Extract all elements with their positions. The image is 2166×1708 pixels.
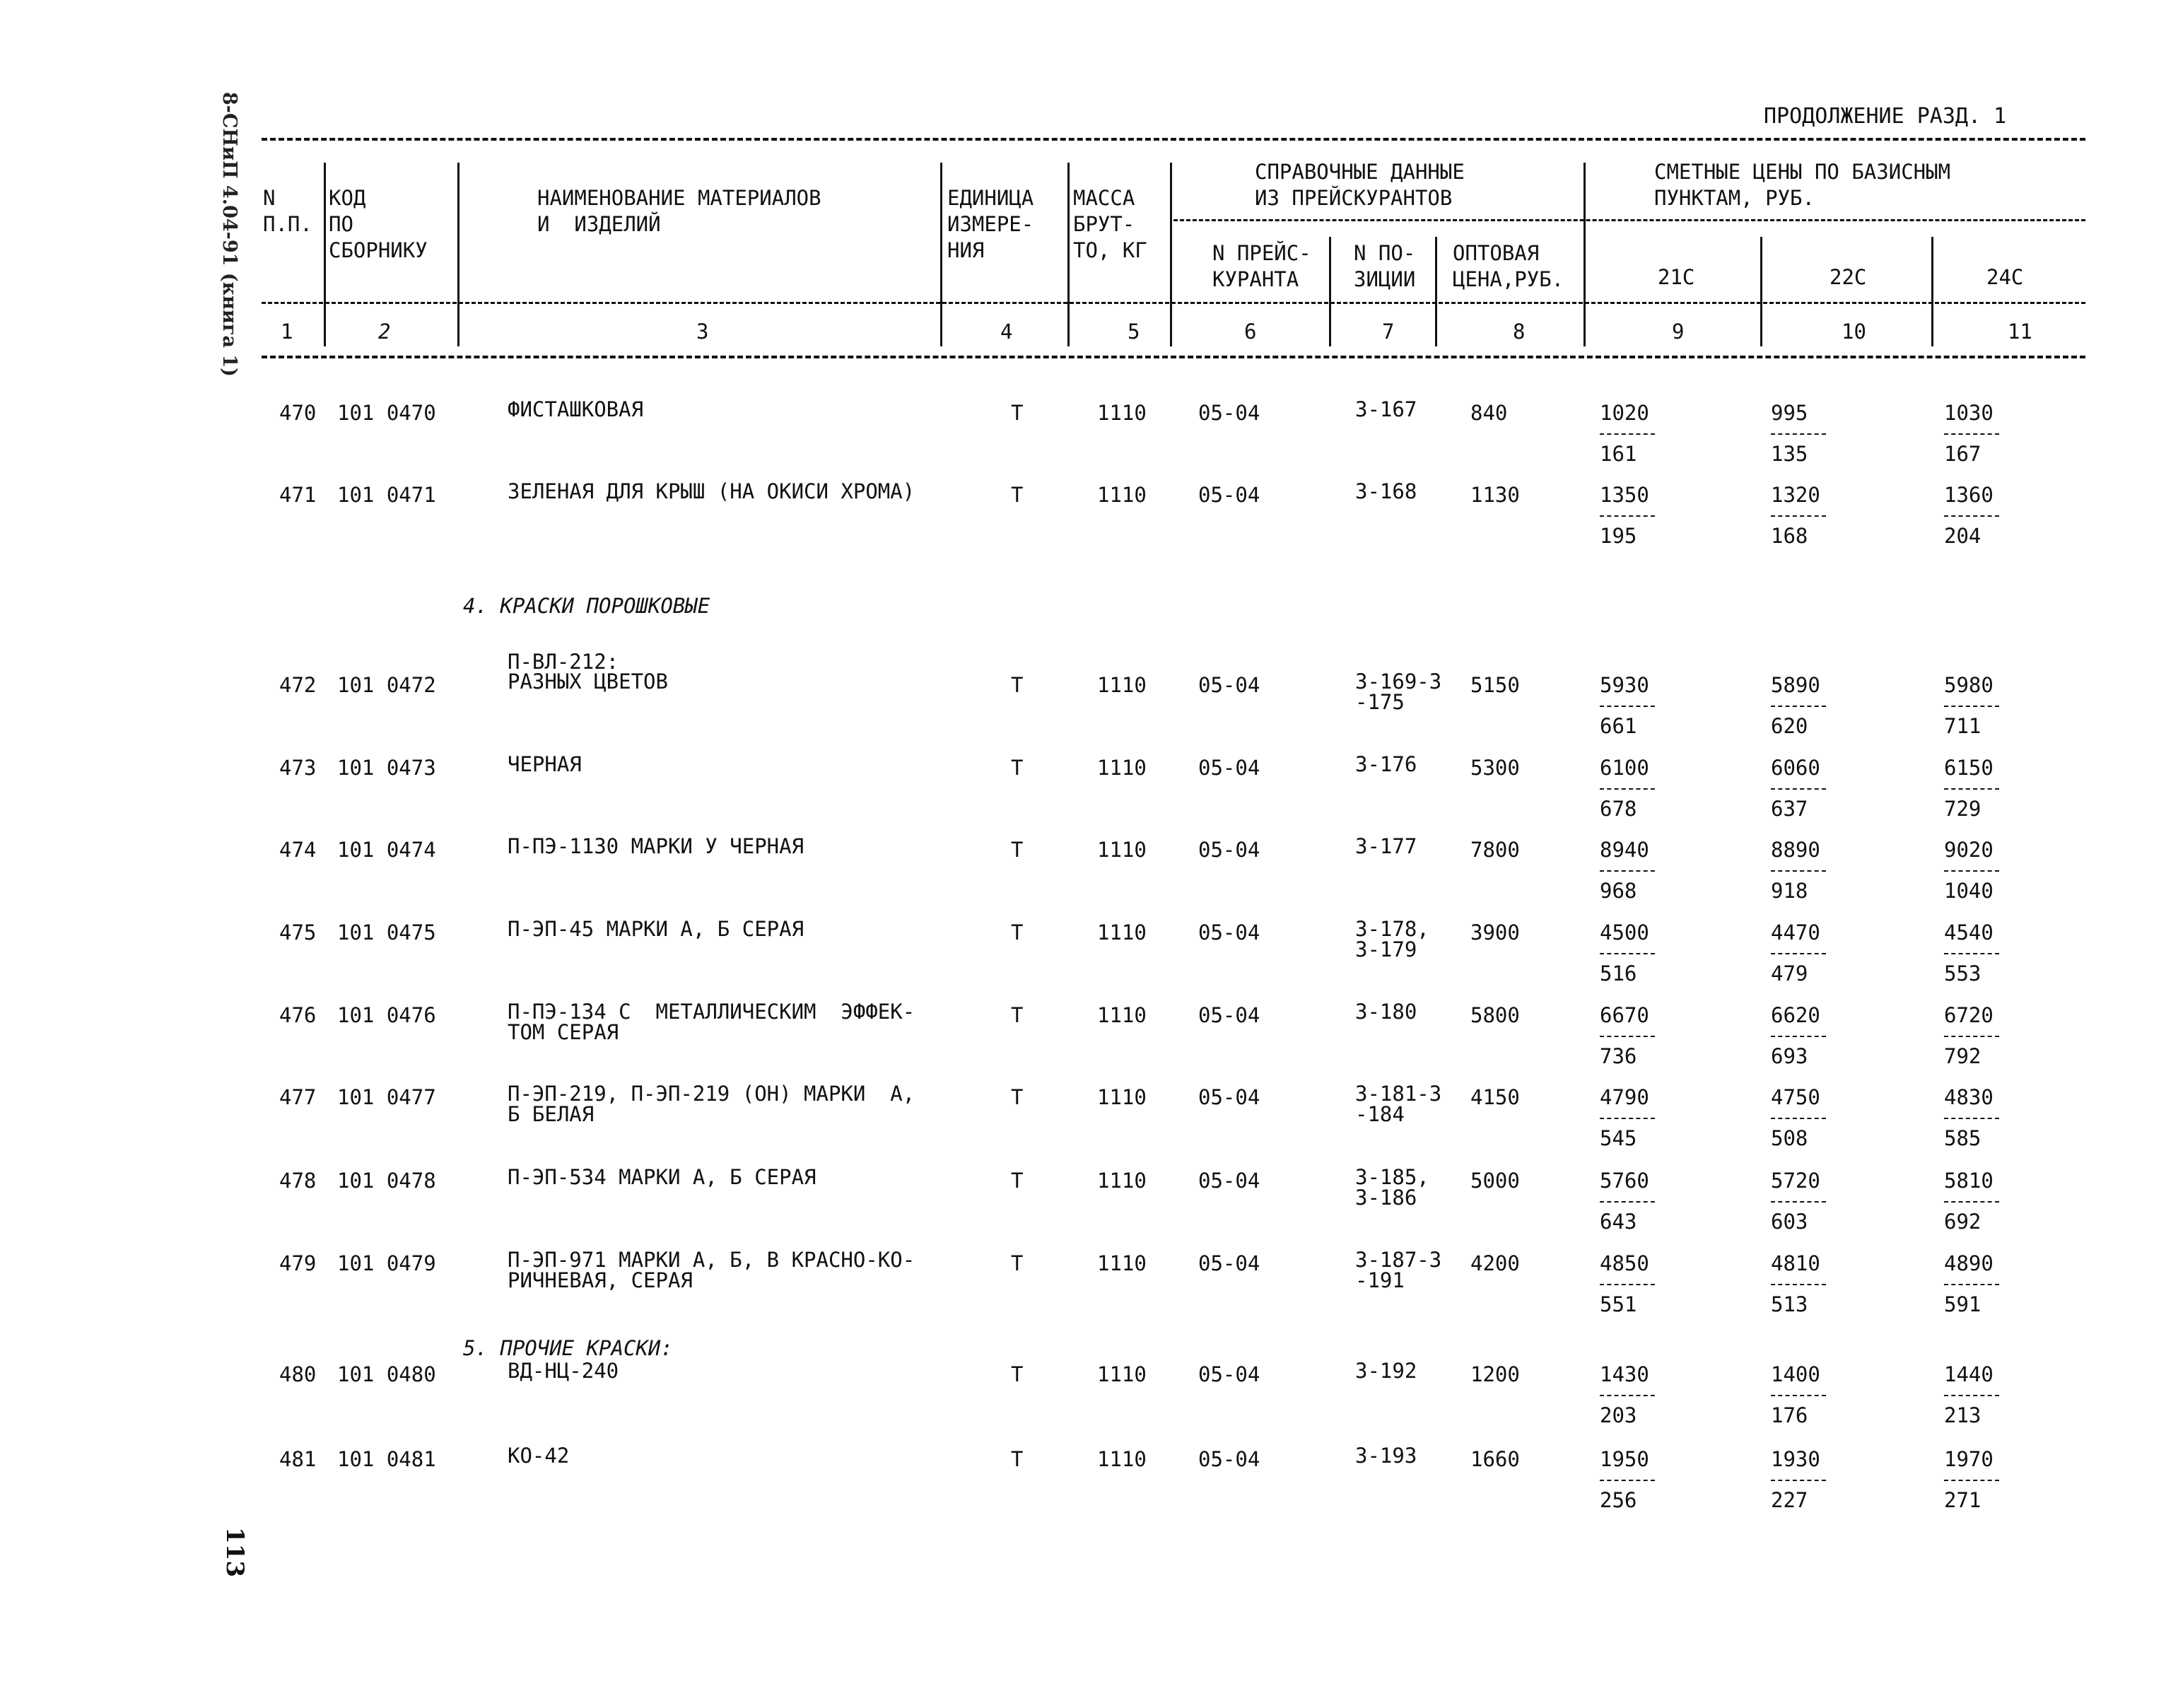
fraction-bar bbox=[1944, 1395, 1999, 1396]
colnum-4: 4 bbox=[1000, 320, 1013, 344]
fraction-bar bbox=[1771, 1284, 1826, 1285]
colnum-8: 8 bbox=[1513, 320, 1526, 344]
cell-price-24 bbox=[1944, 403, 2008, 464]
cell-price-22 bbox=[1771, 1087, 1834, 1149]
sep-6 bbox=[1329, 237, 1331, 346]
cell-price-21 bbox=[1600, 485, 1663, 546]
cell-mass: 1110 bbox=[1097, 1003, 1147, 1027]
cell-name: ЧЕРНАЯ bbox=[508, 752, 582, 776]
cell-num: 481 bbox=[279, 1447, 317, 1471]
price-total: 5890 bbox=[1771, 673, 1820, 697]
price-transport: 204 bbox=[1944, 524, 1981, 548]
cell-unit: Т bbox=[1011, 1169, 1024, 1193]
fraction-bar bbox=[1771, 953, 1826, 954]
cell-price-list: 05-04 bbox=[1198, 1362, 1260, 1386]
price-transport: 551 bbox=[1600, 1292, 1637, 1316]
cell-wholesale: 5000 bbox=[1470, 1169, 1520, 1193]
cell-mass: 1110 bbox=[1097, 838, 1147, 862]
hdr-col3: НАИМЕНОВАНИЕ МАТЕРИАЛОВ И ИЗДЕЛИЙ bbox=[537, 186, 821, 236]
fraction-bar bbox=[1771, 1395, 1826, 1396]
fraction-bar bbox=[1944, 870, 1999, 872]
cell-price-21 bbox=[1600, 920, 1663, 985]
cell-price-24 bbox=[1944, 1253, 2008, 1315]
cell-wholesale: 840 bbox=[1470, 401, 1508, 425]
cell-name: КО-42 bbox=[508, 1444, 570, 1468]
cell-num: 470 bbox=[279, 401, 317, 425]
colnum-11: 11 bbox=[2008, 320, 2032, 344]
price-transport: 203 bbox=[1600, 1403, 1637, 1427]
cell-position: 3-187-3 -191 bbox=[1355, 1248, 1442, 1292]
cell-mass: 1110 bbox=[1097, 483, 1147, 507]
price-total: 1030 bbox=[1944, 401, 1994, 425]
cell-mass: 1110 bbox=[1097, 401, 1147, 425]
price-total: 1400 bbox=[1771, 1362, 1820, 1386]
cell-num: 471 bbox=[279, 483, 317, 507]
cell-name: РАЗНЫХ ЦВЕТОВ bbox=[508, 669, 668, 694]
cell-unit: Т bbox=[1011, 483, 1024, 507]
section-5-title: 5. ПРОЧИЕ КРАСКИ: bbox=[463, 1336, 673, 1360]
fraction-bar bbox=[1600, 1036, 1655, 1037]
cell-code: 101 0470 bbox=[337, 401, 436, 425]
hdr-group-prices: СМЕТНЫЕ ЦЕНЫ ПО БАЗИСНЫМ ПУНКТАМ, РУБ. bbox=[1654, 160, 1951, 210]
price-transport: 176 bbox=[1771, 1403, 1808, 1427]
price-total: 4810 bbox=[1771, 1251, 1820, 1275]
price-transport: 195 bbox=[1600, 524, 1637, 548]
cell-num: 476 bbox=[279, 1003, 317, 1027]
cell-price-21 bbox=[1600, 1364, 1663, 1426]
cell-position: 3-169-3 -175 bbox=[1355, 669, 1442, 714]
fraction-bar bbox=[1600, 1201, 1655, 1203]
cell-wholesale: 1660 bbox=[1470, 1447, 1520, 1471]
hdr-col7: N ПО- ЗИЦИИ bbox=[1354, 241, 1416, 291]
cell-mass: 1110 bbox=[1097, 1251, 1147, 1275]
price-transport: 736 bbox=[1600, 1044, 1637, 1068]
fraction-bar bbox=[1771, 788, 1826, 790]
price-transport: 516 bbox=[1600, 961, 1637, 985]
price-transport: 711 bbox=[1944, 714, 1981, 738]
fraction-bar bbox=[1771, 706, 1826, 707]
fraction-bar bbox=[1600, 788, 1655, 790]
cell-wholesale: 5300 bbox=[1470, 756, 1520, 780]
cell-price-list: 05-04 bbox=[1198, 401, 1260, 425]
cell-price-list: 05-04 bbox=[1198, 920, 1260, 944]
cell-price-22 bbox=[1771, 840, 1834, 901]
fraction-bar bbox=[1600, 515, 1655, 517]
cell-position: 3-192 bbox=[1355, 1359, 1417, 1383]
cell-wholesale: 5800 bbox=[1470, 1003, 1520, 1027]
cell-num: 474 bbox=[279, 838, 317, 862]
price-transport: 1040 bbox=[1944, 879, 1994, 903]
cell-price-21 bbox=[1600, 675, 1663, 737]
cell-mass: 1110 bbox=[1097, 756, 1147, 780]
price-total: 1950 bbox=[1600, 1447, 1649, 1471]
cell-price-24 bbox=[1944, 1364, 2008, 1426]
cell-price-list: 05-04 bbox=[1198, 1003, 1260, 1027]
hdr-col1: N П.П. bbox=[263, 186, 312, 236]
fraction-bar bbox=[1600, 706, 1655, 707]
price-total: 1020 bbox=[1600, 401, 1649, 425]
colnum-7: 7 bbox=[1382, 320, 1395, 344]
sep-8 bbox=[1583, 163, 1586, 346]
cell-price-list: 05-04 bbox=[1198, 756, 1260, 780]
cell-unit: Т bbox=[1011, 1085, 1024, 1109]
cell-position: 3-180 bbox=[1355, 1000, 1417, 1024]
cell-unit: Т bbox=[1011, 1003, 1024, 1027]
cell-num: 479 bbox=[279, 1251, 317, 1275]
price-transport: 792 bbox=[1944, 1044, 1981, 1068]
fraction-bar bbox=[1771, 1118, 1826, 1119]
price-total: 5980 bbox=[1944, 673, 1994, 697]
cell-price-24 bbox=[1944, 485, 2008, 546]
colnum-1: 1 bbox=[281, 320, 293, 344]
price-transport: 161 bbox=[1600, 442, 1637, 466]
price-total: 1430 bbox=[1600, 1362, 1649, 1386]
price-total: 6100 bbox=[1600, 756, 1649, 780]
cell-price-22 bbox=[1771, 1005, 1834, 1067]
cell-price-22 bbox=[1771, 920, 1834, 985]
cell-code: 101 0473 bbox=[337, 756, 436, 780]
colnum-5: 5 bbox=[1128, 320, 1140, 344]
cell-price-24 bbox=[1944, 1087, 2008, 1149]
cell-unit: Т bbox=[1011, 1447, 1024, 1471]
cell-price-24 bbox=[1944, 1449, 2008, 1511]
page-number: 113 bbox=[221, 1527, 249, 1577]
hdr-col9: 21С bbox=[1658, 265, 1695, 289]
price-total: 4540 bbox=[1944, 920, 1994, 944]
header-top-rule bbox=[262, 138, 2085, 141]
cell-mass: 1110 bbox=[1097, 920, 1147, 944]
fraction-bar bbox=[1944, 515, 1999, 517]
hdr-col4: ЕДИНИЦА ИЗМЕРЕ- НИЯ bbox=[947, 186, 1034, 262]
cell-name: ФИСТАШКОВАЯ bbox=[508, 397, 644, 421]
cell-position: 3-178, 3-179 bbox=[1355, 917, 1429, 961]
cell-price-list: 05-04 bbox=[1198, 483, 1260, 507]
fraction-bar bbox=[1771, 515, 1826, 517]
price-total: 995 bbox=[1771, 401, 1808, 425]
price-transport: 585 bbox=[1944, 1126, 1981, 1150]
price-total: 6620 bbox=[1771, 1003, 1820, 1027]
cell-code: 101 0475 bbox=[337, 920, 436, 944]
price-total: 4750 bbox=[1771, 1085, 1820, 1109]
cell-price-21 bbox=[1600, 758, 1663, 819]
continuation-label: ПРОДОЛЖЕНИЕ РАЗД. 1 bbox=[1764, 104, 2007, 129]
price-total: 1360 bbox=[1944, 483, 1994, 507]
price-transport: 271 bbox=[1944, 1488, 1981, 1512]
cell-price-22 bbox=[1771, 1449, 1834, 1511]
price-transport: 729 bbox=[1944, 797, 1981, 821]
cell-price-21 bbox=[1600, 1253, 1663, 1315]
price-total: 5930 bbox=[1600, 673, 1649, 697]
price-total: 5760 bbox=[1600, 1169, 1649, 1193]
cell-name: ВД-НЦ-240 bbox=[508, 1359, 619, 1383]
cell-wholesale: 4200 bbox=[1470, 1251, 1520, 1275]
fraction-bar bbox=[1771, 1036, 1826, 1037]
cell-mass: 1110 bbox=[1097, 1085, 1147, 1109]
fraction-bar bbox=[1944, 1201, 1999, 1203]
colnum-6: 6 bbox=[1244, 320, 1257, 344]
price-total: 6720 bbox=[1944, 1003, 1994, 1027]
price-transport: 918 bbox=[1771, 879, 1808, 903]
cell-position: 3-181-3 -184 bbox=[1355, 1082, 1442, 1126]
cell-price-22 bbox=[1771, 1253, 1834, 1315]
hdr-col6: N ПРЕЙС- КУРАНТА bbox=[1212, 241, 1311, 291]
fraction-bar bbox=[1944, 788, 1999, 790]
header-mid-rule bbox=[1173, 219, 2085, 221]
cell-code: 101 0477 bbox=[337, 1085, 436, 1109]
cell-num: 473 bbox=[279, 756, 317, 780]
sep-2 bbox=[457, 163, 459, 346]
cell-unit: Т bbox=[1011, 673, 1024, 697]
cell-price-24 bbox=[1944, 675, 2008, 737]
price-transport: 168 bbox=[1771, 524, 1808, 548]
price-total: 4890 bbox=[1944, 1251, 1994, 1275]
price-transport: 661 bbox=[1600, 714, 1637, 738]
fraction-bar bbox=[1944, 1480, 1999, 1481]
price-transport: 213 bbox=[1944, 1403, 1981, 1427]
fraction-bar bbox=[1771, 1480, 1826, 1481]
cell-code: 101 0471 bbox=[337, 483, 436, 507]
cell-unit: Т bbox=[1011, 756, 1024, 780]
cell-price-21 bbox=[1600, 840, 1663, 901]
cell-price-list: 05-04 bbox=[1198, 838, 1260, 862]
colnum-2: 2 bbox=[378, 320, 391, 344]
section-4-title: 4. КРАСКИ ПОРОШКОВЫЕ bbox=[463, 594, 710, 618]
price-transport: 545 bbox=[1600, 1126, 1637, 1150]
cell-wholesale: 1130 bbox=[1470, 483, 1520, 507]
cell-price-21 bbox=[1600, 1171, 1663, 1232]
price-transport: 693 bbox=[1771, 1044, 1808, 1068]
fraction-bar bbox=[1600, 1118, 1655, 1119]
price-total: 1970 bbox=[1944, 1447, 1994, 1471]
cell-num: 478 bbox=[279, 1169, 317, 1193]
cell-num: 477 bbox=[279, 1085, 317, 1109]
cell-name: П-ПЭ-134 С МЕТАЛЛИЧЕСКИМ ЭФФЕК- ТОМ СЕРАЯ bbox=[508, 1000, 915, 1044]
cell-wholesale: 7800 bbox=[1470, 838, 1520, 862]
cell-code: 101 0479 bbox=[337, 1251, 436, 1275]
cell-position: 3-177 bbox=[1355, 834, 1417, 858]
price-total: 1320 bbox=[1771, 483, 1820, 507]
price-transport: 591 bbox=[1944, 1292, 1981, 1316]
table-body-rule bbox=[262, 356, 2085, 358]
cell-price-24 bbox=[1944, 758, 2008, 819]
cell-mass: 1110 bbox=[1097, 1169, 1147, 1193]
cell-position: 3-168 bbox=[1355, 479, 1417, 503]
cell-code: 101 0476 bbox=[337, 1003, 436, 1027]
price-transport: 643 bbox=[1600, 1210, 1637, 1234]
cell-price-21 bbox=[1600, 1449, 1663, 1511]
cell-price-21 bbox=[1600, 1087, 1663, 1149]
cell-name: П-ЭП-971 МАРКИ А, Б, В КРАСНО-КО- РИЧНЕВАЯ, СЕРАЯ bbox=[508, 1248, 915, 1292]
fraction-bar bbox=[1600, 1395, 1655, 1396]
fraction-bar bbox=[1771, 1201, 1826, 1203]
price-total: 8890 bbox=[1771, 838, 1820, 862]
price-transport: 553 bbox=[1944, 961, 1981, 985]
price-transport: 620 bbox=[1771, 714, 1808, 738]
sep-4 bbox=[1067, 163, 1070, 346]
cell-code: 101 0480 bbox=[337, 1362, 436, 1386]
fraction-bar bbox=[1944, 1036, 1999, 1037]
fraction-bar bbox=[1771, 433, 1826, 435]
fraction-bar bbox=[1600, 1284, 1655, 1285]
price-transport: 637 bbox=[1771, 797, 1808, 821]
cell-name: П-ЭП-219, П-ЭП-219 (ОН) МАРКИ А, Б БЕЛАЯ bbox=[508, 1082, 915, 1126]
colnum-10: 10 bbox=[1842, 320, 1866, 344]
cell-wholesale: 5150 bbox=[1470, 673, 1520, 697]
cell-price-list: 05-04 bbox=[1198, 1447, 1260, 1471]
cell-price-21 bbox=[1600, 403, 1663, 464]
cell-price-24 bbox=[1944, 920, 2008, 985]
fraction-bar bbox=[1771, 870, 1826, 872]
cell-price-22 bbox=[1771, 758, 1834, 819]
price-total: 9020 bbox=[1944, 838, 1994, 862]
cell-unit: Т bbox=[1011, 1362, 1024, 1386]
colnum-3: 3 bbox=[696, 320, 709, 344]
price-total: 6060 bbox=[1771, 756, 1820, 780]
fraction-bar bbox=[1600, 1480, 1655, 1481]
fraction-bar bbox=[1944, 953, 1999, 954]
fraction-bar bbox=[1944, 433, 1999, 435]
sep-3 bbox=[940, 163, 942, 346]
price-total: 6150 bbox=[1944, 756, 1994, 780]
cell-num: 475 bbox=[279, 920, 317, 944]
cell-code: 101 0481 bbox=[337, 1447, 436, 1471]
price-total: 6670 bbox=[1600, 1003, 1649, 1027]
cell-unit: Т bbox=[1011, 838, 1024, 862]
cell-num: 472 bbox=[279, 673, 317, 697]
colnum-9: 9 bbox=[1672, 320, 1685, 344]
cell-price-24 bbox=[1944, 1171, 2008, 1232]
cell-name: П-ЭП-45 МАРКИ А, Б СЕРАЯ bbox=[508, 917, 804, 941]
cell-wholesale: 4150 bbox=[1470, 1085, 1520, 1109]
cell-price-22 bbox=[1771, 1171, 1834, 1232]
price-total: 4790 bbox=[1600, 1085, 1649, 1109]
sep-1 bbox=[324, 163, 326, 346]
cell-price-21 bbox=[1600, 1005, 1663, 1067]
fraction-bar bbox=[1944, 706, 1999, 707]
price-total: 8940 bbox=[1600, 838, 1649, 862]
cell-price-22 bbox=[1771, 485, 1834, 546]
cell-price-list: 05-04 bbox=[1198, 1251, 1260, 1275]
cell-mass: 1110 bbox=[1097, 673, 1147, 697]
cell-price-list: 05-04 bbox=[1198, 1169, 1260, 1193]
fraction-bar bbox=[1600, 953, 1655, 954]
header-bottom-rule bbox=[262, 302, 2085, 304]
cell-unit: Т bbox=[1011, 401, 1024, 425]
price-transport: 508 bbox=[1771, 1126, 1808, 1150]
hdr-col8: ОПТОВАЯ ЦЕНА,РУБ. bbox=[1453, 241, 1564, 291]
price-transport: 968 bbox=[1600, 879, 1637, 903]
hdr-col11: 24С bbox=[1986, 265, 2024, 289]
cell-code: 101 0474 bbox=[337, 838, 436, 862]
fraction-bar bbox=[1600, 433, 1655, 435]
cell-position: 3-193 bbox=[1355, 1444, 1417, 1468]
price-transport: 603 bbox=[1771, 1210, 1808, 1234]
price-transport: 227 bbox=[1771, 1488, 1808, 1512]
price-total: 4500 bbox=[1600, 920, 1649, 944]
cell-code: 101 0472 bbox=[337, 673, 436, 697]
section-4-subtitle: П-ВЛ-212: bbox=[508, 650, 619, 674]
cell-position: 3-185, 3-186 bbox=[1355, 1165, 1429, 1210]
price-total: 4830 bbox=[1944, 1085, 1994, 1109]
cell-mass: 1110 bbox=[1097, 1447, 1147, 1471]
document-code-label: 8-СНиП 4.04-91 (книга 1) bbox=[218, 92, 240, 377]
cell-price-list: 05-04 bbox=[1198, 1085, 1260, 1109]
cell-unit: Т bbox=[1011, 920, 1024, 944]
hdr-group-ref: СПРАВОЧНЫЕ ДАННЫЕ ИЗ ПРЕЙСКУРАНТОВ bbox=[1255, 160, 1465, 210]
cell-wholesale: 3900 bbox=[1470, 920, 1520, 944]
cell-price-24 bbox=[1944, 840, 2008, 901]
cell-price-22 bbox=[1771, 1364, 1834, 1426]
price-total: 5810 bbox=[1944, 1169, 1994, 1193]
price-total: 4470 bbox=[1771, 920, 1820, 944]
hdr-col2: КОД ПО СБОРНИКУ bbox=[329, 186, 428, 262]
cell-unit: Т bbox=[1011, 1251, 1024, 1275]
fraction-bar bbox=[1600, 870, 1655, 872]
cell-position: 3-176 bbox=[1355, 752, 1417, 776]
hdr-col10: 22С bbox=[1830, 265, 1867, 289]
fraction-bar bbox=[1944, 1284, 1999, 1285]
cell-price-list: 05-04 bbox=[1198, 673, 1260, 697]
price-total: 1440 bbox=[1944, 1362, 1994, 1386]
cell-price-24 bbox=[1944, 1005, 2008, 1067]
cell-price-22 bbox=[1771, 403, 1834, 464]
cell-name: П-ПЭ-1130 МАРКИ У ЧЕРНАЯ bbox=[508, 834, 804, 858]
sep-5 bbox=[1170, 163, 1172, 346]
sep-9 bbox=[1760, 237, 1762, 346]
cell-code: 101 0478 bbox=[337, 1169, 436, 1193]
price-transport: 167 bbox=[1944, 442, 1981, 466]
sep-10 bbox=[1931, 237, 1933, 346]
price-total: 5720 bbox=[1771, 1169, 1820, 1193]
cell-mass: 1110 bbox=[1097, 1362, 1147, 1386]
price-transport: 479 bbox=[1771, 961, 1808, 985]
price-transport: 135 bbox=[1771, 442, 1808, 466]
price-transport: 256 bbox=[1600, 1488, 1637, 1512]
price-transport: 692 bbox=[1944, 1210, 1981, 1234]
cell-num: 480 bbox=[279, 1362, 317, 1386]
sep-7 bbox=[1435, 237, 1437, 346]
price-total: 4850 bbox=[1600, 1251, 1649, 1275]
cell-wholesale: 1200 bbox=[1470, 1362, 1520, 1386]
hdr-col5: МАССА БРУТ- ТО, КГ bbox=[1073, 186, 1147, 262]
cell-position: 3-167 bbox=[1355, 397, 1417, 421]
price-total: 1350 bbox=[1600, 483, 1649, 507]
cell-name: П-ЭП-534 МАРКИ А, Б СЕРАЯ bbox=[508, 1165, 816, 1189]
price-total: 1930 bbox=[1771, 1447, 1820, 1471]
fraction-bar bbox=[1944, 1118, 1999, 1119]
cell-name: ЗЕЛЕНАЯ ДЛЯ КРЫШ (НА ОКИСИ ХРОМА) bbox=[508, 479, 915, 503]
price-transport: 678 bbox=[1600, 797, 1637, 821]
price-transport: 513 bbox=[1771, 1292, 1808, 1316]
cell-price-22 bbox=[1771, 675, 1834, 737]
